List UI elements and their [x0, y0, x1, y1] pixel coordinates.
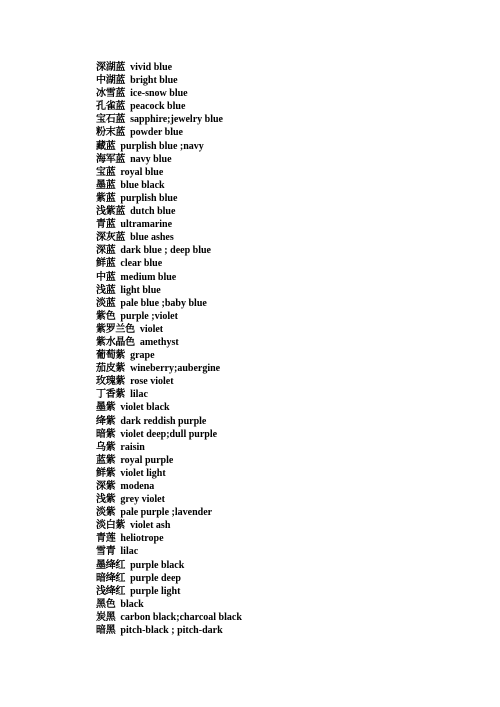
english-color-name: black — [120, 598, 144, 610]
english-color-name: dark reddish purple — [120, 415, 207, 427]
chinese-color-name: 中湖蓝 — [96, 75, 126, 87]
color-term-row — [96, 572, 242, 585]
color-term-row — [96, 415, 242, 428]
color-term-row — [96, 126, 242, 139]
english-color-name: powder blue — [130, 127, 183, 139]
color-term-row — [96, 545, 242, 558]
chinese-color-name: 藏蓝 — [96, 140, 116, 152]
english-color-name: dutch blue — [130, 206, 176, 218]
english-color-name: purple black — [130, 559, 185, 571]
english-color-name: navy blue — [130, 153, 172, 165]
chinese-color-name: 暗绛红 — [96, 572, 126, 584]
english-color-name: purple deep — [130, 572, 181, 584]
english-color-name: purplish blue ;navy — [120, 140, 204, 152]
color-term-row — [96, 441, 242, 454]
color-term-row — [96, 467, 242, 480]
chinese-color-name: 暗紫 — [96, 428, 116, 440]
color-term-row — [96, 493, 242, 506]
english-color-name: bright blue — [130, 75, 178, 87]
color-term-row — [96, 310, 242, 323]
chinese-color-name: 紫水晶色 — [96, 336, 135, 348]
color-term-row — [96, 611, 242, 624]
chinese-color-name: 青莲 — [96, 533, 116, 545]
color-term-row — [96, 624, 242, 637]
english-color-name: medium blue — [120, 271, 177, 283]
english-color-name: lilac — [130, 389, 148, 401]
english-color-name: raisin — [120, 441, 145, 453]
color-term-row — [96, 284, 242, 297]
color-term-row — [96, 297, 242, 310]
chinese-color-name: 紫色 — [96, 310, 116, 322]
english-color-name: heliotrope — [120, 533, 164, 545]
chinese-color-name: 墨紫 — [96, 402, 116, 414]
chinese-color-name: 宝石蓝 — [96, 114, 126, 126]
english-color-name: blue black — [120, 179, 165, 191]
chinese-color-name: 雪青 — [96, 546, 116, 558]
chinese-color-name: 炭黑 — [96, 611, 116, 623]
chinese-color-name: 茄皮紫 — [96, 363, 126, 375]
english-color-name: peacock blue — [130, 101, 186, 113]
english-color-name: violet black — [120, 402, 170, 414]
english-color-name: lilac — [120, 546, 139, 558]
chinese-color-name: 墨蓝 — [96, 179, 116, 191]
color-term-row — [96, 532, 242, 545]
color-term-row — [96, 166, 242, 179]
english-color-name: grape — [130, 350, 155, 362]
color-term-row — [96, 100, 242, 113]
english-color-name: purple ;violet — [120, 310, 178, 322]
chinese-color-name: 深灰蓝 — [96, 232, 126, 244]
chinese-color-name: 乌紫 — [96, 441, 116, 453]
color-term-row — [96, 349, 242, 362]
color-term-row — [96, 480, 242, 493]
color-term-row — [96, 362, 242, 375]
english-color-name: amethyst — [139, 336, 179, 348]
color-term-row — [96, 375, 242, 388]
english-color-name: royal blue — [120, 166, 164, 178]
color-term-row — [96, 519, 242, 532]
color-term-row — [96, 388, 242, 401]
chinese-color-name: 丁香紫 — [96, 389, 126, 401]
chinese-color-name: 浅紫蓝 — [96, 206, 126, 218]
chinese-color-name: 淡蓝 — [96, 297, 116, 309]
chinese-color-name: 深蓝 — [96, 245, 116, 257]
chinese-color-name: 绛紫 — [96, 415, 116, 427]
color-term-row — [96, 87, 242, 100]
color-term-row — [96, 336, 242, 349]
chinese-color-name: 淡紫 — [96, 507, 116, 519]
english-color-name: pitch-black ; pitch-dark — [120, 625, 223, 637]
chinese-color-name: 海军蓝 — [96, 153, 126, 165]
chinese-color-name: 青蓝 — [96, 219, 116, 231]
chinese-color-name: 中蓝 — [96, 271, 116, 283]
color-term-row — [96, 598, 242, 611]
english-color-name: purplish blue — [120, 192, 178, 204]
english-color-name: ice-snow blue — [130, 88, 188, 100]
chinese-color-name: 紫蓝 — [96, 192, 116, 204]
color-term-row — [96, 179, 242, 192]
chinese-color-name: 孔雀蓝 — [96, 101, 126, 113]
chinese-color-name: 蓝紫 — [96, 454, 116, 466]
english-color-name: rose violet — [130, 376, 174, 388]
color-term-list — [96, 61, 242, 637]
color-term-row — [96, 428, 242, 441]
chinese-color-name: 淡白紫 — [96, 520, 126, 532]
color-term-row — [96, 192, 242, 205]
english-color-name: light blue — [120, 284, 161, 296]
english-color-name: clear blue — [120, 258, 163, 270]
english-color-name: vivid blue — [130, 62, 173, 73]
chinese-color-name: 深湖蓝 — [96, 62, 126, 73]
chinese-color-name: 粉末蓝 — [96, 127, 126, 139]
color-term-row — [96, 205, 242, 218]
chinese-color-name: 浅绛红 — [96, 585, 126, 597]
chinese-color-name: 浅蓝 — [96, 284, 116, 296]
color-term-row — [96, 74, 242, 87]
english-color-name: carbon black;charcoal black — [120, 611, 242, 623]
english-color-name: sapphire;jewelry blue — [130, 114, 223, 126]
color-term-row — [96, 244, 242, 257]
chinese-color-name: 深紫 — [96, 481, 116, 492]
color-term-row — [96, 585, 242, 598]
chinese-color-name: 墨绛红 — [96, 559, 126, 571]
color-term-row — [96, 153, 242, 166]
chinese-color-name: 暗黑 — [96, 625, 116, 637]
chinese-color-name: 冰雪蓝 — [96, 88, 126, 100]
english-color-name: wineberry;aubergine — [130, 363, 221, 375]
color-term-row — [96, 401, 242, 414]
chinese-color-name: 宝蓝 — [96, 166, 116, 178]
english-color-name: violet — [139, 323, 164, 335]
english-color-name: violet deep;dull purple — [120, 428, 218, 440]
color-term-row — [96, 113, 242, 126]
color-term-row — [96, 271, 242, 284]
color-term-row — [96, 559, 242, 572]
english-color-name: royal purple — [120, 454, 174, 466]
english-color-name: blue ashes — [130, 232, 174, 244]
english-color-name: grey violet — [120, 494, 165, 506]
english-color-name: ultramarine — [120, 219, 173, 231]
color-term-row — [96, 257, 242, 270]
chinese-color-name: 鲜紫 — [96, 467, 116, 479]
chinese-color-name: 紫罗兰色 — [96, 323, 135, 335]
english-color-name: purple light — [130, 585, 181, 597]
color-term-row — [96, 506, 242, 519]
chinese-color-name: 黑色 — [96, 598, 116, 610]
chinese-color-name: 浅紫 — [96, 494, 116, 506]
english-color-name: violet light — [120, 467, 166, 479]
english-color-name: modena — [120, 481, 155, 492]
english-color-name: dark blue ; deep blue — [120, 245, 211, 257]
color-term-row — [96, 218, 242, 231]
color-term-row — [96, 61, 242, 74]
chinese-color-name: 玫瑰紫 — [96, 376, 126, 388]
color-term-row — [96, 323, 242, 336]
chinese-color-name: 葡萄紫 — [96, 350, 126, 362]
color-term-row — [96, 231, 242, 244]
english-color-name: violet ash — [130, 520, 171, 532]
color-term-row — [96, 140, 242, 153]
color-term-row — [96, 454, 242, 467]
chinese-color-name: 鲜蓝 — [96, 258, 116, 270]
english-color-name: pale purple ;lavender — [120, 507, 213, 519]
english-color-name: pale blue ;baby blue — [120, 297, 207, 309]
